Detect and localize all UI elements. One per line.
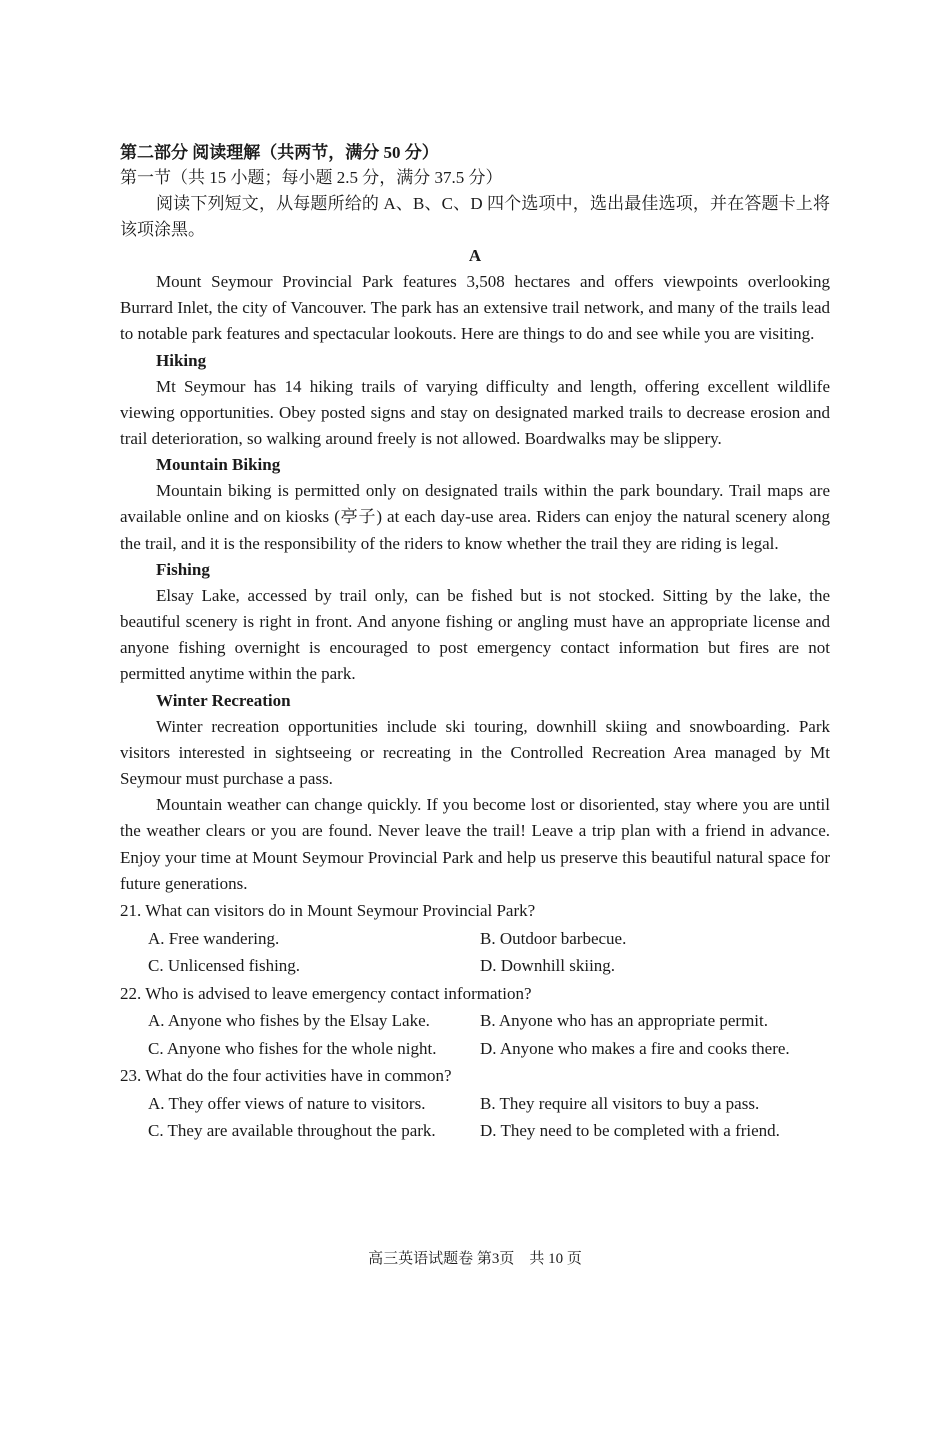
option-a: A. They offer views of nature to visitors. <box>148 1093 426 1113</box>
question-options <box>120 1090 830 1145</box>
passage-closing: Mountain weather can change quickly. If you become lost or disoriented, stay where you are until the weather clears or you are found. Never leave the trail! Leave a trip plan with a friend in advance. Enjoy your time at Mount Seymour Provincial Park and help us preserve this beautiful natural space for future generations. <box>120 795 830 893</box>
option-c: C. They are available throughout the park. <box>148 1121 436 1141</box>
option-d: D. They need to be completed with a friend. <box>480 1121 780 1141</box>
question-options <box>120 925 830 980</box>
option-a: A. Free wandering. <box>148 928 280 948</box>
section-heading-mountain-biking: Mountain Biking <box>156 455 281 475</box>
section-subtitle: 第一节（共 15 小题；每小题 2.5 分，满分 37.5 分） <box>120 168 503 187</box>
section-heading-fishing: Fishing <box>156 559 210 579</box>
question-21 <box>120 897 830 980</box>
section-heading-hiking: Hiking <box>156 350 207 370</box>
question-stem: 23. What do the four activities have in common? <box>120 1066 452 1086</box>
section-text-hiking: Mt Seymour has 14 hiking trails of varying difficulty and length, offering excellent wildlife viewing opportunities. Obey posted signs and stay on designated marked trails to decrease erosion and trail deterioration, so walking around freely is not allowed. Boardwalks may be slippery. <box>120 376 830 449</box>
section-text-mountain-biking: Mountain biking is permitted only on designated trails within the park boundary. Trail maps are available online and on kiosks (亭子) at each day-use area. Riders can enjoy the natural scenery along the trail, and it is the responsibility of the riders to know whether the trail they are riding is legal. <box>120 481 830 553</box>
instruction-text: 阅读下列短文，从每题所给的 A、B、C、D 四个选项中，选出最佳选项，并在答题卡上将该项涂黑。 <box>120 194 830 239</box>
passage-intro: Mount Seymour Provincial Park features 3,508 hectares and offers viewpoints overlooking Burrard Inlet, the city of Vancouver. The park has an extensive trail network, and many of the trails lead to notable park features and spectacular lookouts. Here are things to do and see while you are visiting. <box>120 272 830 344</box>
page-footer: 高三英语试题卷 第3页 共 10 页 <box>368 1251 582 1267</box>
page-content <box>120 140 830 1145</box>
option-b: B. They require all visitors to buy a pass. <box>480 1093 760 1113</box>
question-stem: 22. Who is advised to leave emergency contact information? <box>120 983 532 1003</box>
option-d: D. Anyone who makes a fire and cooks there. <box>480 1038 790 1058</box>
section-text-winter-recreation: Winter recreation opportunities include ski touring, downhill skiing and snowboarding. Park visitors interested in sightseeing or recreating in the Controlled Recreation Area managed by Mt Seymour must purchase a pass. <box>120 716 830 789</box>
passage-label: A <box>468 246 482 265</box>
question-23 <box>120 1062 830 1145</box>
option-a: A. Anyone who fishes by the Elsay Lake. <box>148 1011 430 1031</box>
section-text-fishing: Elsay Lake, accessed by trail only, can be fished but is not stocked. Sitting by the lake, the beautiful scenery is right in front. And anyone fishing or angling must have an appropriate license and anyone fishing overnight is encouraged to post emergency contact information but fires are not permitted anytime within the park. <box>120 585 830 684</box>
option-d: D. Downhill skiing. <box>480 956 616 976</box>
section-title: 第二部分 阅读理解（共两节，满分 50 分） <box>120 143 439 162</box>
option-b: B. Outdoor barbecue. <box>480 928 627 948</box>
question-stem: 21. What can visitors do in Mount Seymour Provincial Park? <box>120 901 536 921</box>
question-22 <box>120 980 830 1063</box>
section-heading-winter-recreation: Winter Recreation <box>156 690 291 710</box>
option-b: B. Anyone who has an appropriate permit. <box>480 1011 768 1031</box>
question-options <box>120 1007 830 1062</box>
option-c: C. Anyone who fishes for the whole night. <box>148 1038 437 1058</box>
option-c: C. Unlicensed fishing. <box>148 956 301 976</box>
